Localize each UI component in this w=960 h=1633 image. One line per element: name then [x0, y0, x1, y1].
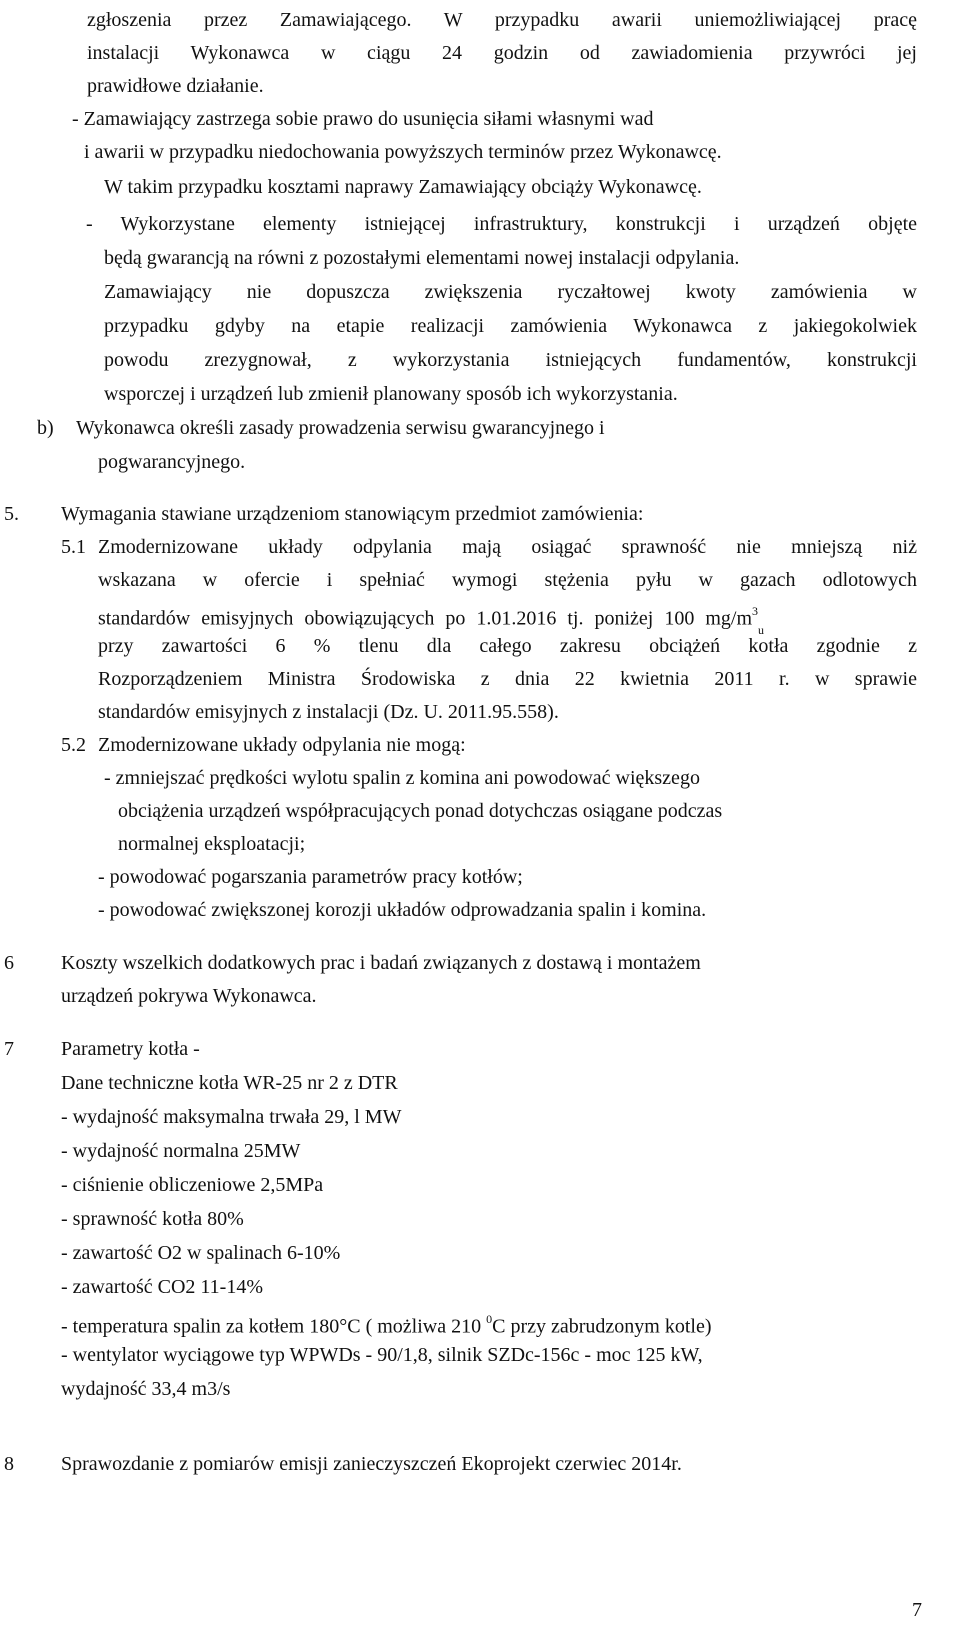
s8-line-1: Sprawozdanie z pomiarów emisji zanieczyszczeń Ekoprojekt czerwiec 2014r. — [61, 1453, 682, 1475]
s51-unit-superscript: 3 — [752, 604, 758, 618]
s51-line-4: przy zawartości 6 % tlenu dla całego zakresu obciążeń kotła zgodnie z — [98, 635, 917, 657]
s7-subheading: Dane techniczne kotła WR-25 nr 2 z DTR — [61, 1072, 398, 1094]
s7-item-5: - zawartość O2 w spalinach 6-10% — [61, 1242, 341, 1264]
p1-line-1: zgłoszenia przez Zamawiającego. W przypadku awarii uniemożliwiającej pracę — [87, 9, 917, 31]
s7-item-8: - wentylator wyciągowe typ WPWDs - 90/1,8, silnik SZDc-156c - moc 125 kW, — [61, 1344, 703, 1366]
section-5-1-number: 5.1 — [61, 536, 86, 558]
p3-line-2: będą gwarancją na równi z pozostałymi elementami nowej instalacji odpylania. — [104, 247, 740, 269]
s6-line-2: urządzeń pokrywa Wykonawca. — [61, 985, 317, 1007]
s7-item-8-cont: wydajność 33,4 m3/s — [61, 1378, 231, 1400]
p3-line-6: wsporczej i urządzeń lub zmienił planowany sposób ich wykorzystania. — [104, 383, 678, 405]
s51-line-6: standardów emisyjnych z instalacji (Dz. U. 2011.95.558). — [98, 701, 559, 723]
pb-line-1: Wykonawca określi zasady prowadzenia serwisu gwarancyjnego i — [76, 417, 605, 439]
section-6-number: 6 — [4, 952, 14, 974]
p3-line-5: powodu zrezygnował, z wykorzystania istniejących fundamentów, konstrukcji — [104, 349, 917, 371]
s52-line-1: Zmodernizowane układy odpylania nie mogą: — [98, 734, 466, 756]
s7-item-1: - wydajność maksymalna trwała 29, l MW — [61, 1106, 402, 1128]
p1-line-3: prawidłowe działanie. — [87, 75, 264, 97]
s7-item-7-text-a: - temperatura spalin za kotłem 180°C ( możliwa 210 — [61, 1315, 487, 1338]
section-5-title: Wymagania stawiane urządzeniom stanowiącym przedmiot zamówienia: — [61, 503, 644, 525]
s51-line-5: Rozporządzeniem Ministra Środowiska z dnia 22 kwietnia 2011 r. w sprawie — [98, 668, 917, 690]
s51-line-1: Zmodernizowane układy odpylania mają osiągać sprawność nie mniejszą niż — [98, 536, 917, 558]
section-5-2-number: 5.2 — [61, 734, 86, 756]
p3-line-3: Zamawiający nie dopuszcza zwiększenia ryczałtowej kwoty zamówienia w — [104, 281, 917, 303]
p2-line-1: - Zamawiający zastrzega sobie prawo do usunięcia siłami własnymi wad — [72, 108, 654, 130]
s51-line-3 — [98, 597, 917, 637]
s6-line-1: Koszty wszelkich dodatkowych prac i badań związanych z dostawą i montażem — [61, 952, 701, 974]
p1-line-2: instalacji Wykonawca w ciągu 24 godzin od zawiadomienia przywróci jej — [87, 42, 917, 64]
p2-line-2: i awarii w przypadku niedochowania powyższych terminów przez Wykonawcę. — [84, 141, 722, 163]
list-marker-b: b) — [37, 417, 54, 439]
s51-line-3-text: standardów emisyjnych obowiązujących po 1.01.2016 tj. poniżej 100 mg/m — [98, 607, 752, 630]
p3-line-4: przypadku gdyby na etapie realizacji zamówienia Wykonawca z jakiegokolwiek — [104, 315, 917, 337]
s51-unit-subscript: u — [758, 622, 764, 637]
s7-item-7-superscript: 0 — [486, 1312, 493, 1326]
section-7-number: 7 — [4, 1038, 14, 1060]
s52-bullet-1-cont-2: normalnej eksploatacji; — [118, 833, 306, 855]
s7-heading: Parametry kotła - — [61, 1038, 200, 1060]
section-5-number: 5. — [4, 503, 19, 525]
s7-item-3: - ciśnienie obliczeniowe 2,5MPa — [61, 1174, 324, 1196]
section-8-number: 8 — [4, 1453, 14, 1475]
s7-item-4: - sprawność kotła 80% — [61, 1208, 244, 1230]
s52-bullet-3: - powodować zwiększonej korozji układów odprowadzania spalin i komina. — [98, 899, 707, 921]
s7-item-6: - zawartość CO2 11-14% — [61, 1276, 263, 1298]
s7-item-7-text-b: C przy zabrudzonym kotle) — [492, 1315, 712, 1338]
s52-bullet-1-cont: obciążenia urządzeń współpracujących ponad dotychczas osiągane podczas — [118, 800, 723, 822]
s7-item-7 — [61, 1305, 711, 1338]
s7-item-2: - wydajność normalna 25MW — [61, 1140, 301, 1162]
s52-bullet-1: - zmniejszać prędkości wylotu spalin z komina ani powodować większego — [104, 767, 700, 789]
s52-bullet-2: - powodować pogarszania parametrów pracy kotłów; — [98, 866, 523, 888]
p3-line-1: - Wykorzystane elementy istniejącej infrastruktury, konstrukcji i urządzeń objęte — [86, 213, 917, 235]
s51-line-2: wskazana w ofercie i spełniać wymogi stężenia pyłu w gazach odlotowych — [98, 569, 917, 591]
pb-line-2: pogwarancyjnego. — [98, 451, 246, 473]
page-number: 7 — [912, 1599, 922, 1621]
p2-line-3: W takim przypadku kosztami naprawy Zamawiający obciąży Wykonawcę. — [104, 176, 702, 198]
